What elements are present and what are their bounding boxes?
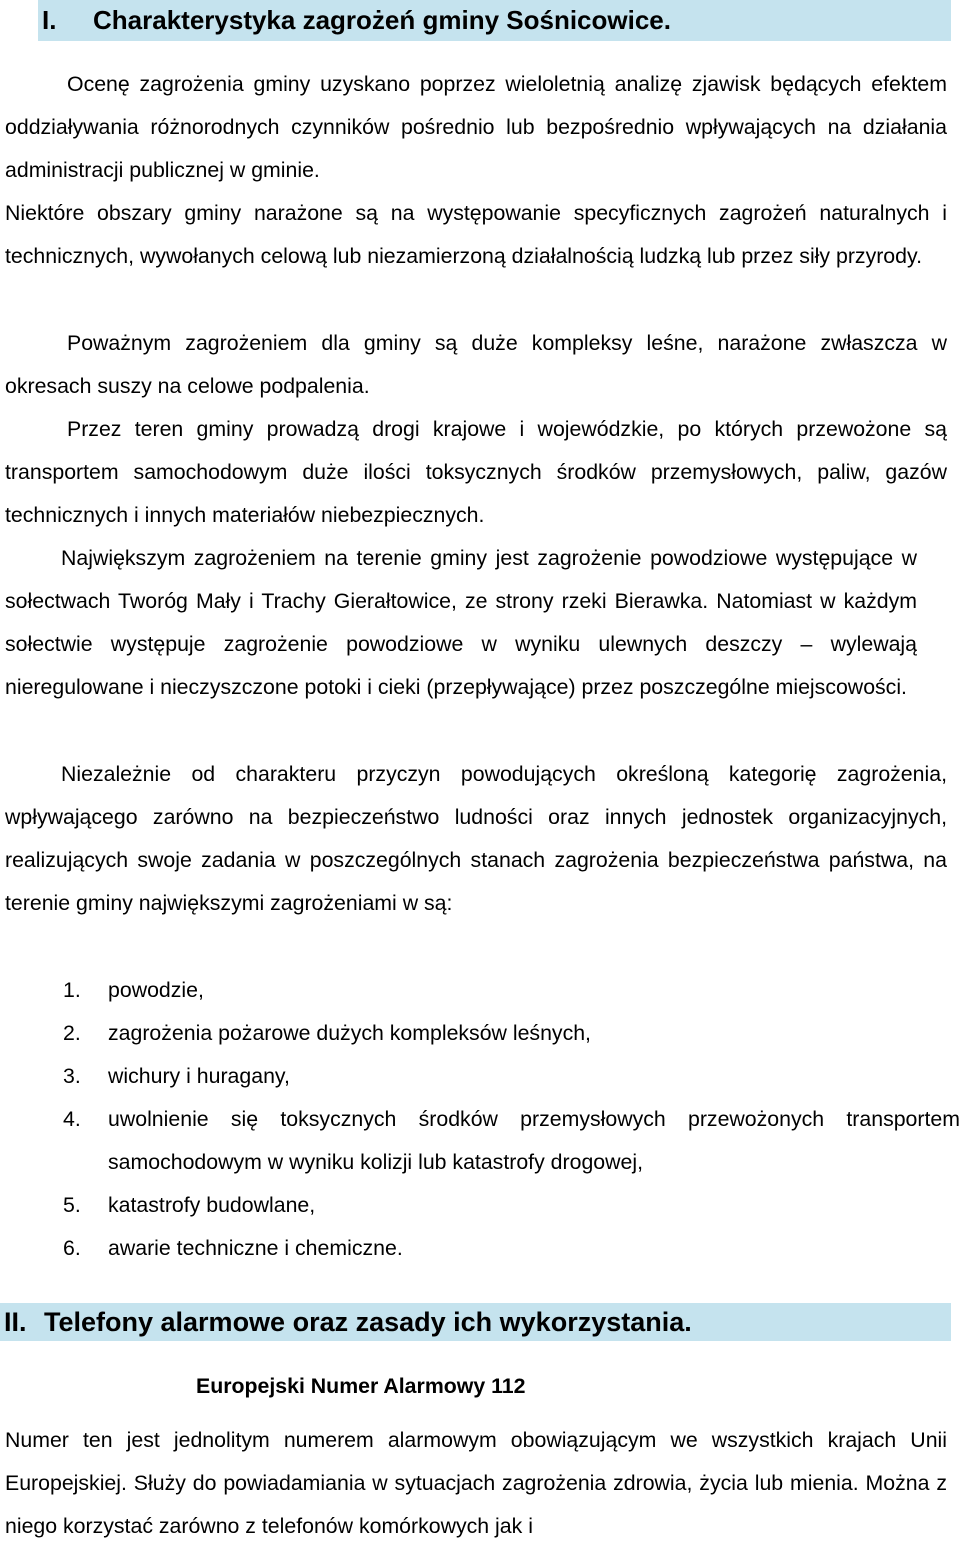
threats-list — [0, 969, 960, 1270]
list-item-text: awarie techniczne i chemiczne. — [108, 1236, 403, 1260]
paragraph-flood: Największym zagrożeniem na terenie gminy jest zagrożenie powodziowe występujące w sołectwach Tworóg Mały i Trachy Gierałtowice, ze strony rzeki Bierawka. Natomiast w każdym sołectwie występuje zagrożenie powodziowe w wyniku ulewnych deszczy – wylewają nieregulowane i nieczyszczone potoki i cieki (przepływające) przez poszczególne miejscowości. — [5, 546, 917, 699]
paragraph-forests: Poważnym zagrożeniem dla gminy są duże kompleksy leśne, narażone zwłaszcza w okresach suszy na celowe podpalenia. — [5, 331, 947, 398]
section-2-title: Telefony alarmowe oraz zasady ich wykorzystania. — [44, 1307, 692, 1337]
list-item — [0, 1184, 960, 1227]
list-item-text: wichury i huragany, — [108, 1064, 290, 1088]
list-item-number: 4. — [63, 1107, 81, 1131]
paragraph-assessment: Ocenę zagrożenia gminy uzyskano poprzez wieloletnią analizę zjawisk będących efektem oddziaływania różnorodnych czynników pośrednio lub bezpośrednio wpływających na działania administracji publicznej w gminie. — [5, 72, 947, 182]
emergency-number-subheading: Europejski Numer Alarmowy 112 — [196, 1374, 526, 1398]
paragraph-roads: Przez teren gminy prowadzą drogi krajowe i wojewódzkie, po których przewożone są transportem samochodowym duże ilości toksycznych środków przemysłowych, paliw, gazów technicznych i innych materiałów niebezpiecznych. — [5, 417, 947, 527]
paragraph-exposed-areas: Niektóre obszary gminy narażone są na występowanie specyficznych zagrożeń naturalnych i technicznych, wywołanych celową lub niezamierzoną działalnością ludzką lub przez siły przyrody. — [5, 201, 947, 268]
section-1-title: Charakterystyka zagrożeń gminy Sośnicowice. — [93, 5, 671, 35]
section-2-number: II. — [4, 1307, 27, 1337]
section-2-heading — [0, 1303, 951, 1341]
list-item-number: 6. — [63, 1236, 81, 1260]
paragraph-main-threats: Niezależnie od charakteru przyczyn powodujących określoną kategorię zagrożenia, wpływającego zarówno na bezpieczeństwo ludności oraz innych jednostek organizacyjnych, realizujących swoje zadania w poszczególnych stanach zagrożenia bezpieczeństwa państwa, na terenie gminy największymi zagrożeniami w są: — [5, 762, 947, 915]
list-item-text: katastrofy budowlane, — [108, 1193, 316, 1217]
list-item — [0, 1227, 960, 1270]
section-1-number: I. — [42, 5, 57, 35]
paragraph-emergency-number: Numer ten jest jednolitym numerem alarmowym obowiązującym we wszystkich krajach Unii Europejskiej. Służy do powiadamiania w sytuacjach zagrożenia zdrowia, życia lub mienia. Można z niego korzystać zarówno z telefonów komórkowych jak i — [5, 1428, 947, 1538]
list-item — [0, 969, 960, 1012]
list-item-number: 2. — [63, 1021, 81, 1045]
section-1-heading — [38, 0, 951, 41]
list-item-number: 1. — [63, 978, 81, 1002]
list-item — [0, 1055, 960, 1098]
list-item-number: 5. — [63, 1193, 81, 1217]
list-item-text: uwolnienie się toksycznych środków przemysłowych przewożonych transportem samochodowym w wyniku kolizji lub katastrofy drogowej, — [108, 1107, 960, 1174]
list-item-text: powodzie, — [108, 978, 204, 1002]
list-item — [0, 1012, 960, 1055]
list-item-number: 3. — [63, 1064, 81, 1088]
list-item — [0, 1098, 960, 1184]
list-item-text: zagrożenia pożarowe dużych kompleksów leśnych, — [108, 1021, 591, 1045]
